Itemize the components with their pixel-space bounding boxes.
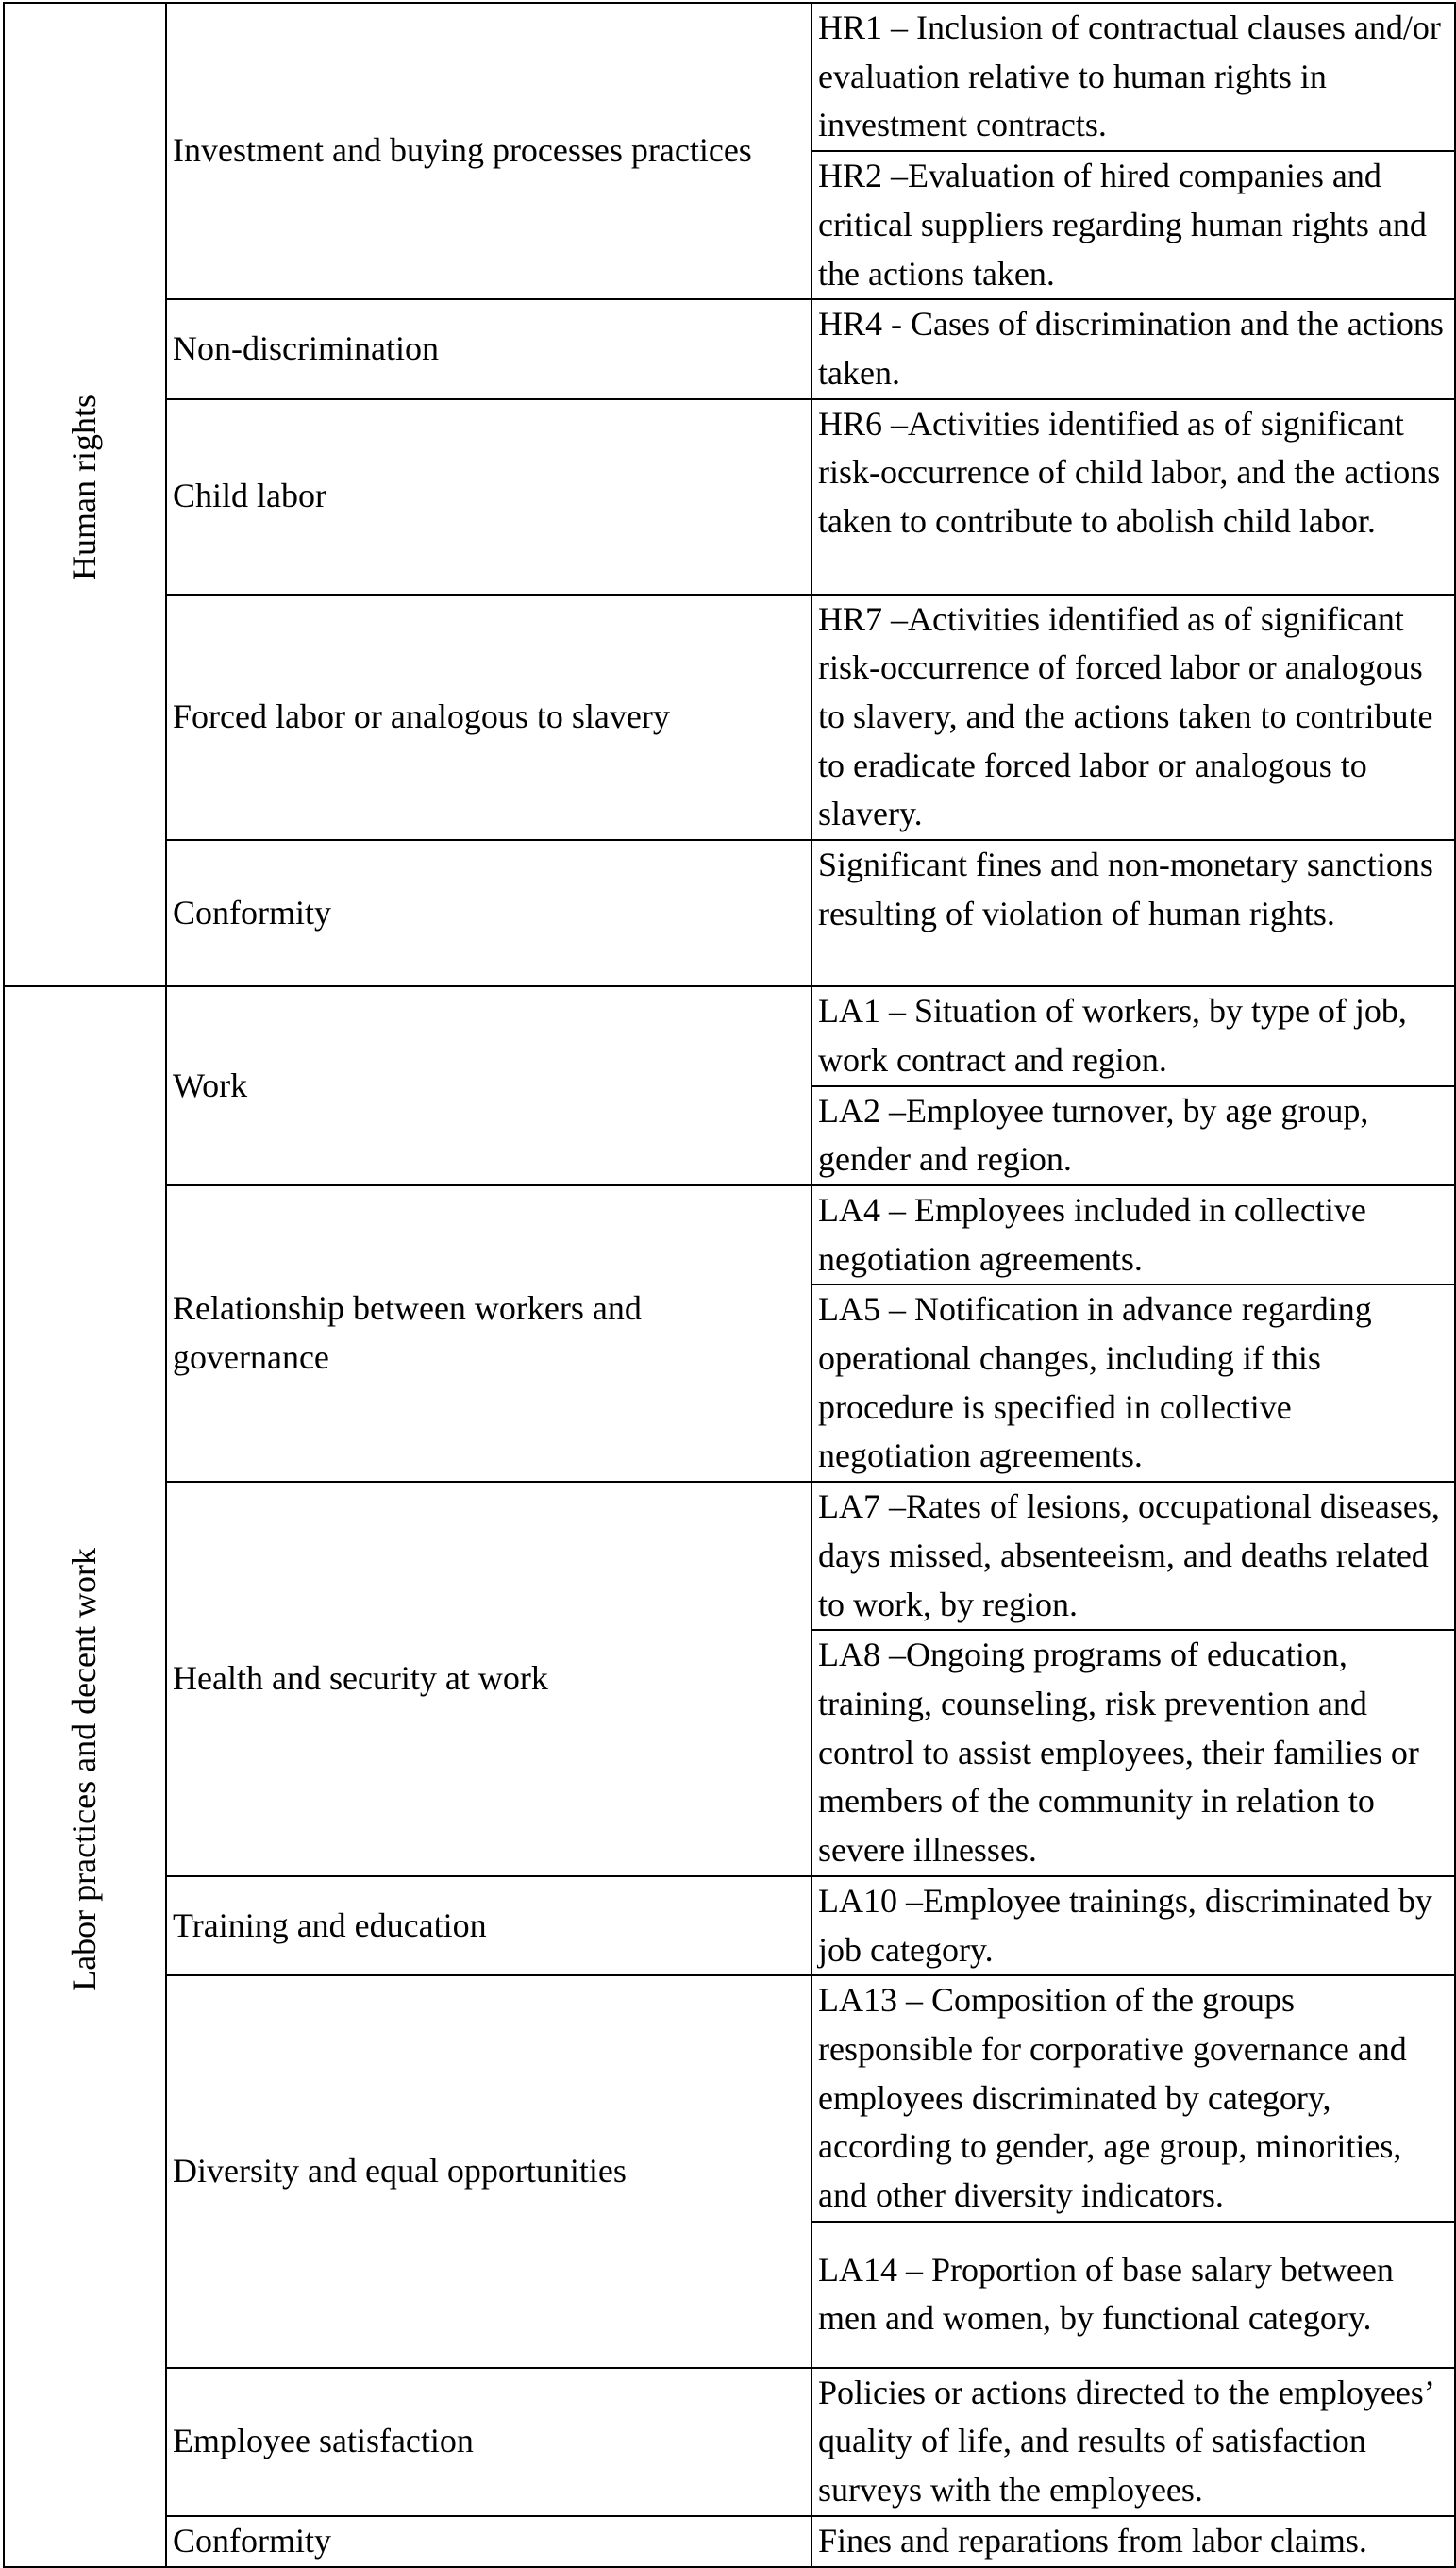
aspect-cell: Conformity	[166, 840, 812, 986]
aspect-cell: Work	[166, 986, 812, 1185]
category-cell-labor-practices	[4, 986, 166, 2566]
table-row	[4, 1482, 1455, 1630]
indicator-cell: LA13 – Composition of the groups responsible for corporative governance and employees discriminated by category, according to gender, age group, minorities, and other diversity indicators.	[812, 1975, 1455, 2222]
indicator-cell: LA10 –Employee trainings, discriminated by job category.	[812, 1876, 1455, 1975]
aspect-cell: Relationship between workers and governance	[166, 1185, 812, 1482]
category-label: Labor practices and decent work	[65, 1548, 104, 1991]
indicator-cell: HR1 – Inclusion of contractual clauses and/or evaluation relative to human rights in investment contracts.	[812, 3, 1455, 151]
table-row	[4, 986, 1455, 1085]
aspect-cell: Non-discrimination	[166, 299, 812, 398]
table-row	[4, 595, 1455, 841]
table-row	[4, 1876, 1455, 1975]
indicator-cell: LA1 – Situation of workers, by type of job, work contract and region.	[812, 986, 1455, 1085]
indicator-cell: Policies or actions directed to the employees’ quality of life, and results of satisfaction surveys with the employees.	[812, 2368, 1455, 2516]
table-row	[4, 399, 1455, 595]
table-row	[4, 2368, 1455, 2516]
indicator-cell: HR7 –Activities identified as of significant risk-occurrence of forced labor or analogous to slavery, and the actions taken to contribute to eradicate forced labor or analogous to slavery.	[812, 595, 1455, 841]
aspect-cell: Employee satisfaction	[166, 2368, 812, 2516]
table-row	[4, 1185, 1455, 1284]
indicator-cell: HR2 –Evaluation of hired companies and critical suppliers regarding human rights and the actions taken.	[812, 151, 1455, 299]
aspect-cell: Training and education	[166, 1876, 812, 1975]
indicator-cell: LA4 – Employees included in collective negotiation agreements.	[812, 1185, 1455, 1284]
indicator-cell: LA2 –Employee turnover, by age group, gender and region.	[812, 1086, 1455, 1185]
indicator-cell: Fines and reparations from labor claims.	[812, 2516, 1455, 2567]
aspect-cell: Diversity and equal opportunities	[166, 1975, 812, 2368]
aspect-cell: Investment and buying processes practices	[166, 3, 812, 299]
indicator-cell: LA5 – Notification in advance regarding operational changes, including if this procedure is specified in collective negotiation agreements.	[812, 1284, 1455, 1482]
aspect-cell: Child labor	[166, 399, 812, 595]
table-row	[4, 299, 1455, 398]
table-row	[4, 3, 1455, 151]
indicator-cell: LA7 –Rates of lesions, occupational diseases, days missed, absenteeism, and deaths related to work, by region.	[812, 1482, 1455, 1630]
gri-indicators-table	[3, 2, 1456, 2568]
aspect-cell: Forced labor or analogous to slavery	[166, 595, 812, 841]
category-cell-human-rights	[4, 3, 166, 986]
indicator-cell: LA8 –Ongoing programs of education, training, counseling, risk prevention and control to assist employees, their families or members of the community in relation to severe illnesses.	[812, 1630, 1455, 1876]
aspect-cell: Conformity	[166, 2516, 812, 2567]
indicator-cell: HR6 –Activities identified as of significant risk-occurrence of child labor, and the actions taken to contribute to abolish child labor.	[812, 399, 1455, 595]
category-label: Human rights	[65, 394, 104, 581]
indicator-cell: LA14 – Proportion of base salary between men and women, by functional category.	[812, 2222, 1455, 2368]
aspect-cell: Health and security at work	[166, 1482, 812, 1876]
indicator-cell: Significant fines and non-monetary sanctions resulting of violation of human rights.	[812, 840, 1455, 986]
table-row	[4, 840, 1455, 986]
indicator-cell: HR4 - Cases of discrimination and the actions taken.	[812, 299, 1455, 398]
table-row	[4, 1975, 1455, 2222]
